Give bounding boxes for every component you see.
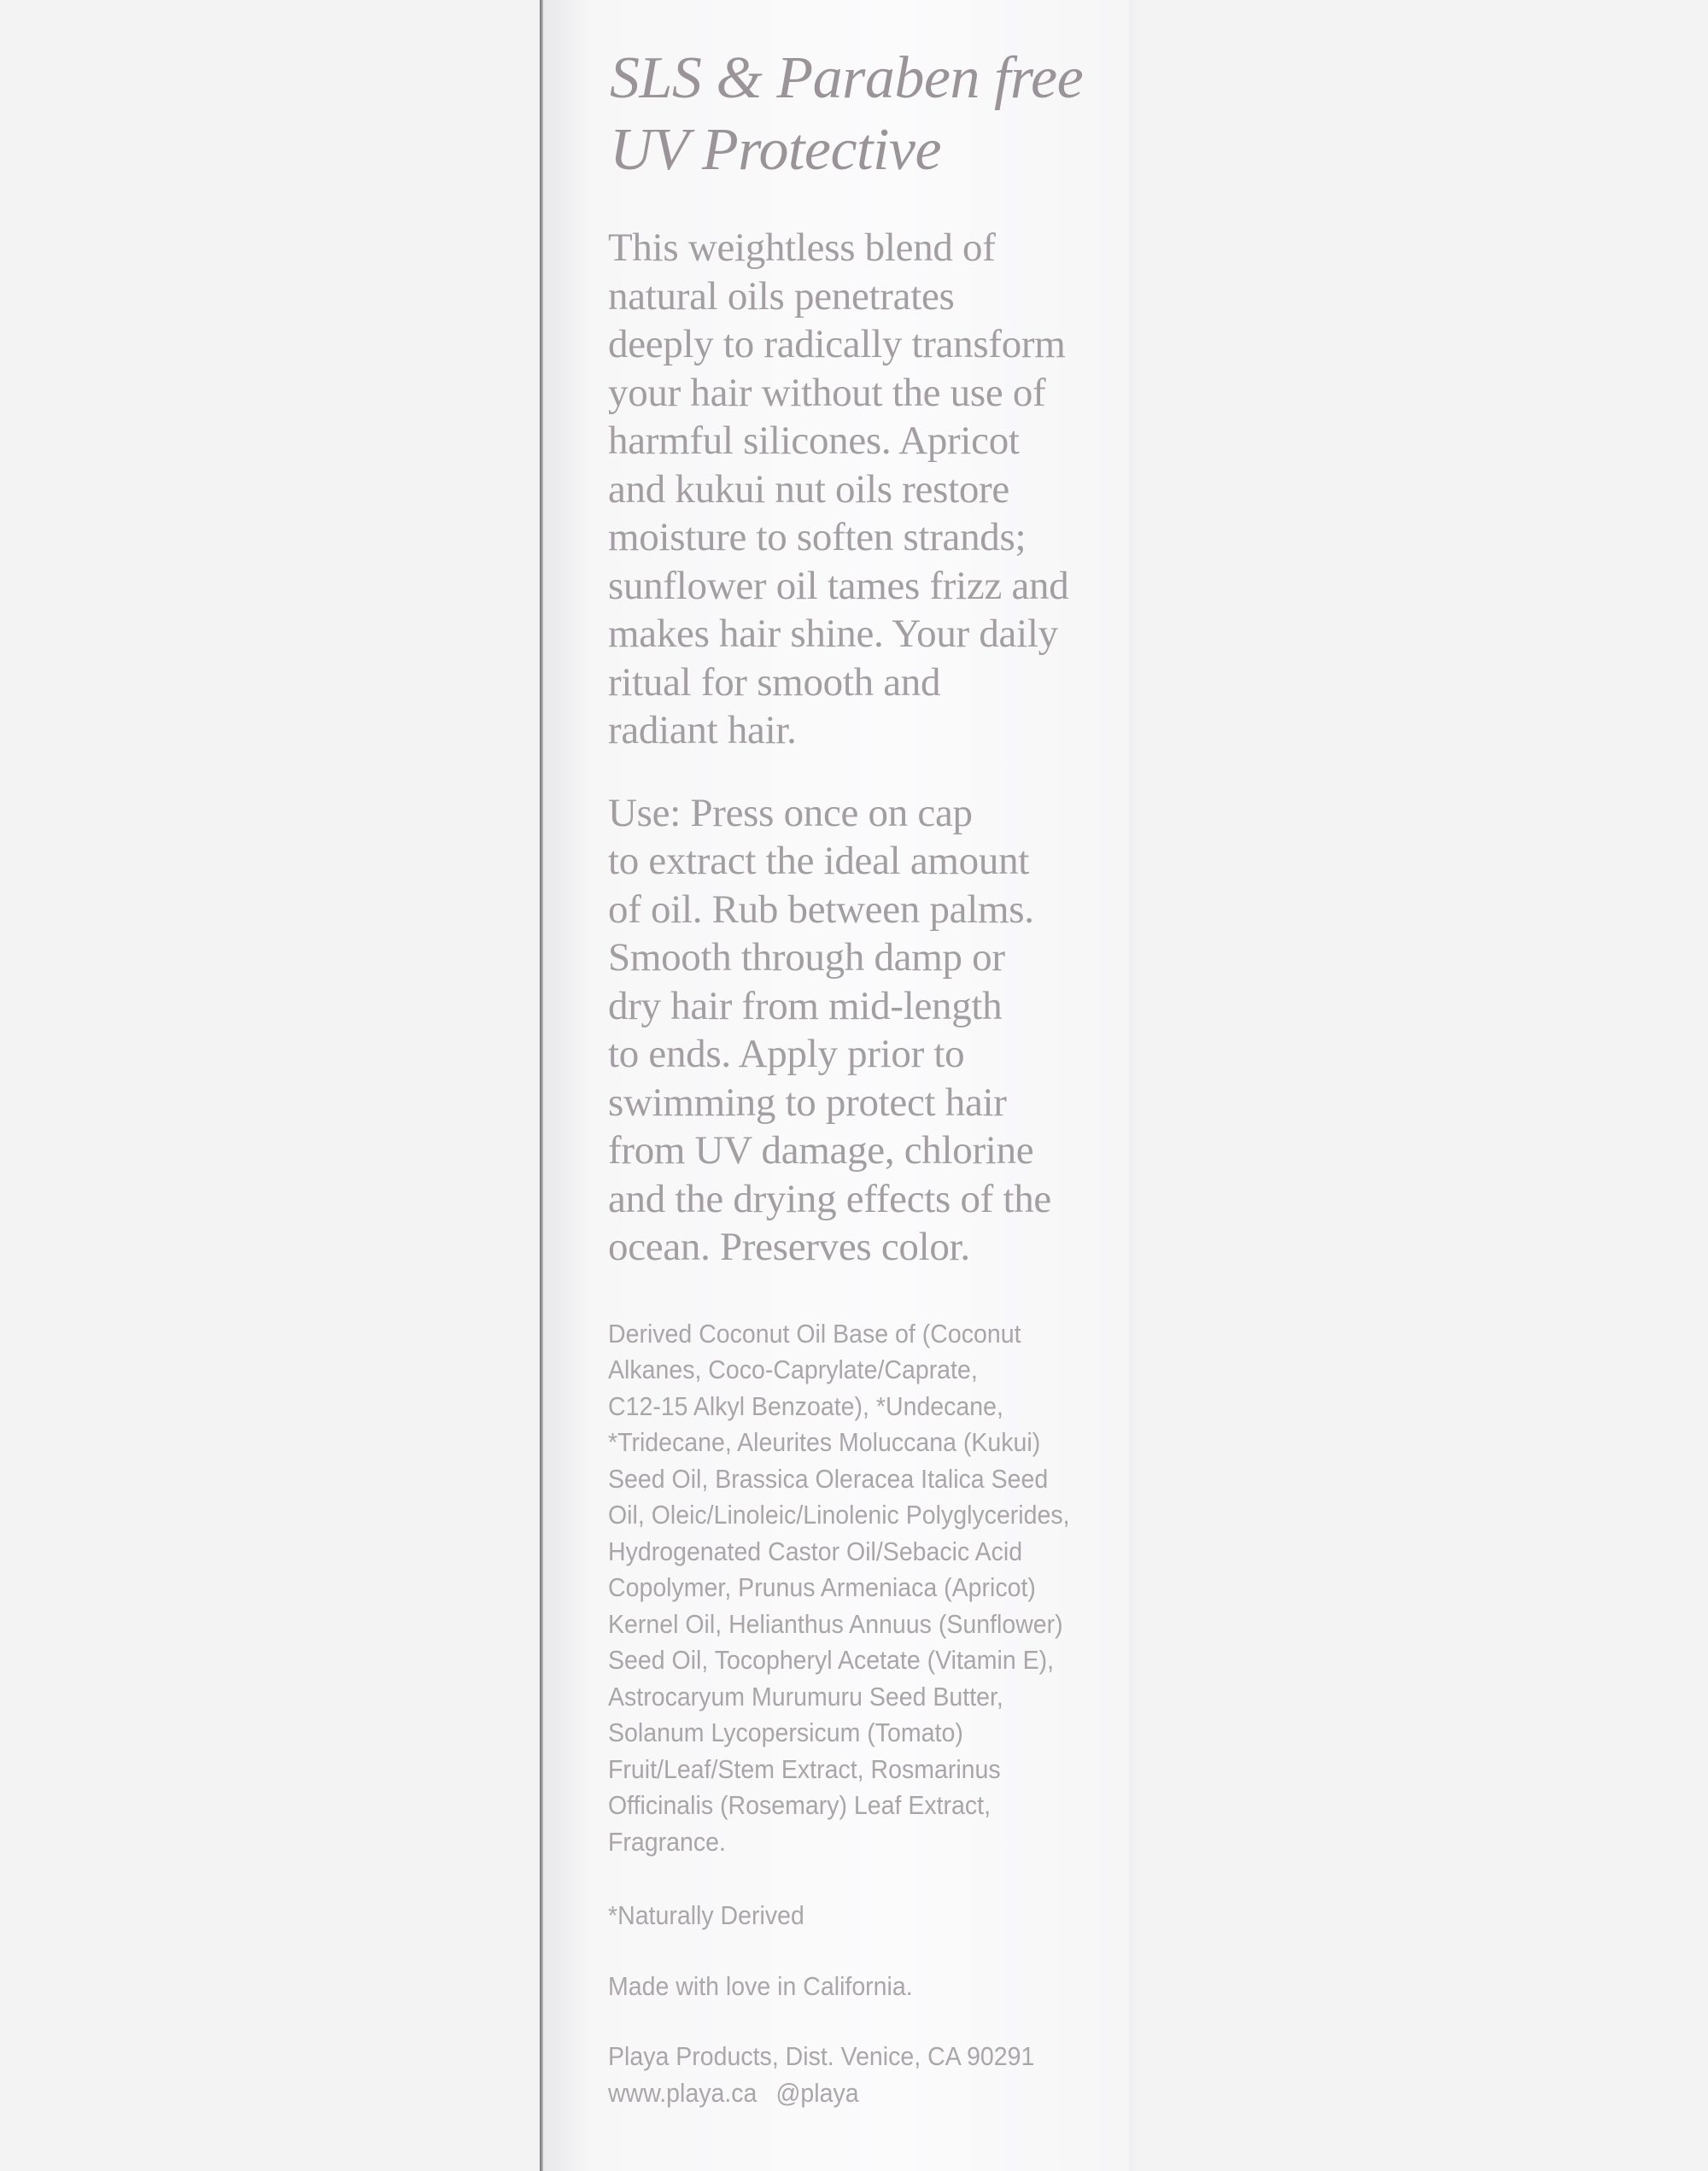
description-line: deeply to radically transform [608,322,1066,366]
made-in-california: Made with love in California. [608,1970,913,2001]
description-line: sunflower oil tames frizz and [608,563,1069,608]
product-description [608,224,1103,755]
ingredients-line: Solanum Lycopersicum (Tomato) [608,1717,963,1747]
ingredients-list [608,1316,1070,1861]
description-line: radiant hair. [608,708,797,752]
ingredients-line: Fragrance. [608,1826,726,1857]
box-right-edge [1129,0,1138,2171]
description-line: and kukui nut oils restore [608,466,1009,512]
ingredients-line: Alkanes, Coco-Caprylate/Caprate, [608,1355,978,1384]
usage-line: to ends. Apply prior to [608,1032,965,1076]
usage-line: to extract the ideal amount [608,839,1030,883]
usage-line: Use: Press once on cap [608,790,973,835]
usage-line: ocean. Preserves color. [608,1225,970,1269]
description-line: harmful silicones. Apricot [608,418,1020,463]
ingredients-line: Copolymer, Prunus Armeniaca (Apricot) [608,1572,1036,1602]
usage-line: swimming to protect hair [608,1080,1007,1125]
ingredients-line: Hydrogenated Castor Oil/Sebacic Acid [608,1536,1023,1566]
distributor-address: Playa Products, Dist. Venice, CA 90291 [608,2041,1035,2071]
ingredients-line: C12-15 Alkyl Benzoate), *Undecane, [608,1390,1003,1421]
contact-line [608,2075,1064,2112]
naturally-derived-footnote: *Naturally Derived [608,1900,804,1930]
ingredients-line: Fruit/Leaf/Stem Extract, Rosmarinus [608,1753,1001,1784]
usage-instructions [608,789,1103,1272]
headline [610,43,1103,186]
usage-line: Smooth through damp or [608,935,1005,980]
description-line: natural oils penetrates [608,273,955,319]
headline-line-2: UV Protective [610,117,942,183]
ingredients-line: Oil, Oleic/Linoleic/Linolenic Polyglycerides, [608,1500,1070,1530]
description-line: moisture to soften strands; [608,515,1027,559]
ingredients-line: Officinalis (Rosemary) Leaf Extract, [608,1790,991,1820]
usage-line: and the drying effects of the [608,1176,1051,1221]
label-content [608,43,1103,2111]
description-line: makes hair shine. Your daily [608,612,1058,656]
website-link[interactable]: www.playa.ca [608,2077,757,2108]
social-handle[interactable]: @playa [775,2077,859,2108]
description-line: your hair without the use of [608,370,1046,415]
ingredients-line: Seed Oil, Tocopheryl Acetate (Vitamin E), [608,1645,1055,1675]
usage-line: dry hair from mid-length [608,983,1003,1028]
headline-line-1: SLS & Paraben free [610,45,1084,111]
ingredients-line: *Tridecane, Aleurites Moluccana (Kukui) [608,1427,1041,1457]
ingredients-line: Kernel Oil, Helianthus Annuus (Sunflower) [608,1608,1063,1639]
ingredients-line: Derived Coconut Oil Base of (Coconut [608,1318,1021,1349]
usage-line: from UV damage, chlorine [608,1128,1034,1173]
description-line: ritual for smooth and [608,659,941,705]
ingredients-line: Astrocaryum Murumuru Seed Butter, [608,1681,1003,1712]
ingredients-line: Seed Oil, Brassica Oleracea Italica Seed [608,1463,1049,1494]
description-line: This weightless blend of [608,225,996,270]
usage-line: of oil. Rub between palms. [608,887,1034,932]
